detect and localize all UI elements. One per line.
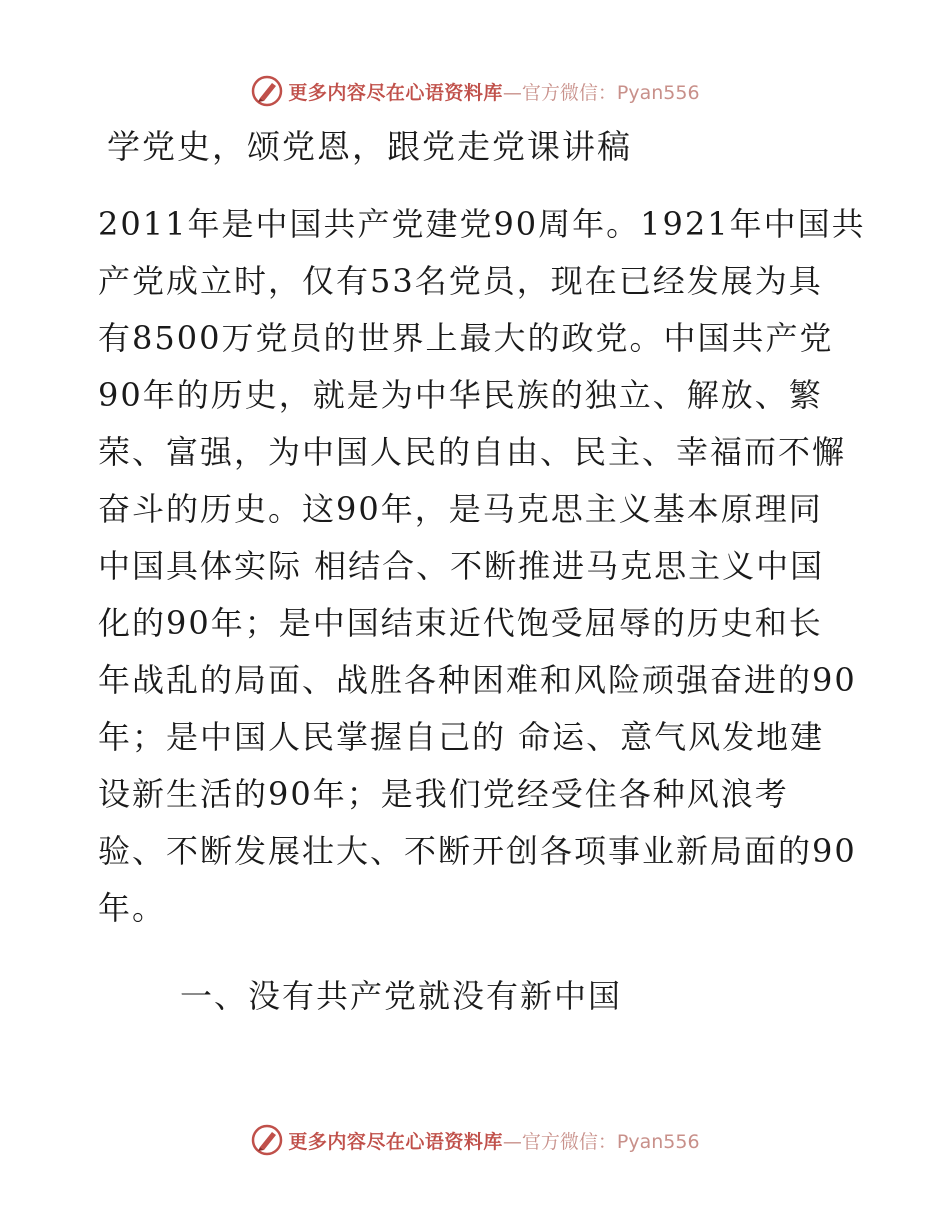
body-line: 年。	[98, 889, 167, 927]
banner-brand-text: 更多内容尽在心语资料库	[288, 81, 503, 104]
body-line: 有8500万党员的世界上最大的政党。中国共产党	[98, 319, 834, 357]
body-line: 验、不断发展壮大、不断开创各项事业新局面的90	[98, 832, 857, 870]
body-line: 设新生活的90年；是我们党经受住各种风浪考	[98, 775, 789, 813]
pen-logo-icon	[250, 74, 284, 108]
body-line: 化的90年；是中国结束近代饱受屈辱的历史和长	[98, 604, 823, 642]
body-line: 产党成立时，仅有53名党员，现在已经发展为具	[98, 262, 823, 300]
banner-brand-text: 更多内容尽在心语资料库	[288, 1130, 503, 1153]
banner-contact-text: —官方微信：Pyan556	[502, 1130, 700, 1153]
body-line: 2011年是中国共产党建党90周年。1921年中国共	[98, 205, 866, 243]
banner-contact-text: —官方微信：Pyan556	[502, 81, 700, 104]
pen-logo-icon	[250, 1123, 284, 1157]
section-heading: 一、没有共产党就没有新中国	[180, 977, 623, 1015]
body-line: 年；是中国人民掌握自己的 命运、意气风发地建	[98, 718, 825, 756]
footer-banner	[0, 1120, 950, 1160]
body-line: 奋斗的历史。这90年，是马克思主义基本原理同	[98, 490, 823, 528]
body-line: 年战乱的局面、战胜各种困难和风险顽强奋进的90	[98, 661, 857, 699]
body-line: 荣、富强，为中国人民的自由、民主、幸福而不懈	[98, 433, 847, 471]
body-line: 90年的历史，就是为中华民族的独立、解放、繁	[98, 376, 823, 414]
body-line: 中国具体实际 相结合、不断推进马克思主义中国	[98, 547, 825, 585]
body-paragraph	[98, 196, 898, 937]
document-title: 学党史，颂党恩，跟党走党课讲稿	[107, 127, 632, 166]
header-banner	[0, 71, 950, 111]
